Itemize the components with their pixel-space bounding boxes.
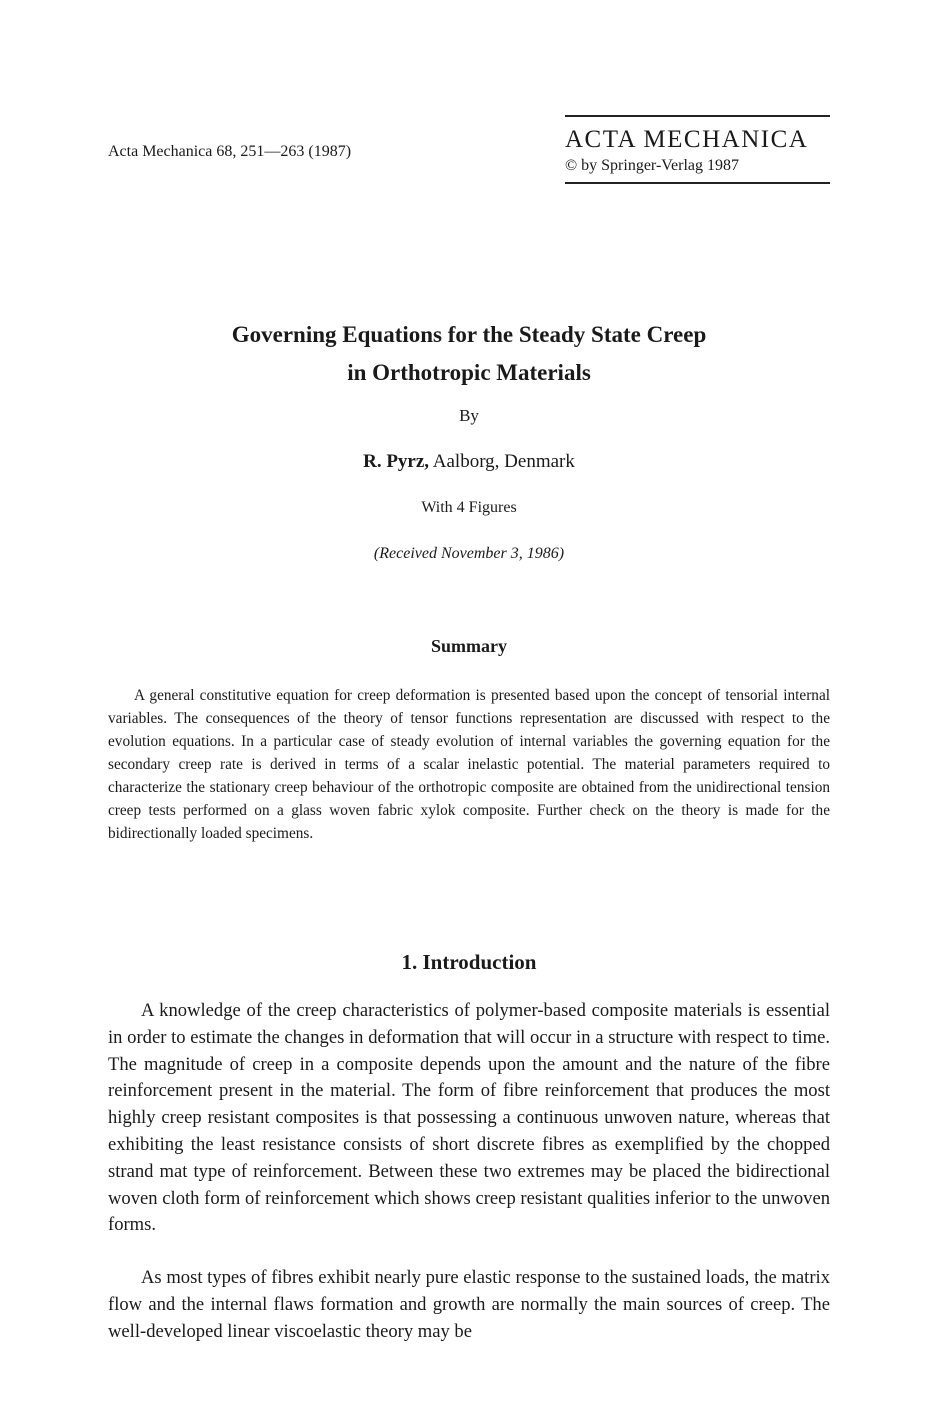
summary-heading: Summary — [431, 636, 507, 656]
byline-by: By — [459, 406, 479, 425]
title-line-2: in Orthotropic Materials — [347, 360, 591, 385]
introduction-paragraph: A knowledge of the creep characteristics of polymer-based composite materials is essential in order to estimate the changes in deformation that will occur in a structure with respect to time. The magnitude of creep in a composite depends upon the amount and the nature of the fibre reinforcement present in the material. The form of fibre reinforcement that produces the most highly creep resistant composites is that possessing a continuous unwoven nature, whereas that exhibiting the least resistance consists of short discrete fibres as exemplified by the chopped strand mat type of reinforcement. Between these two extremes may be placed the bidirectional woven cloth form of reinforcement which shows creep resistant qualities inferior to the unwoven forms. — [108, 1000, 830, 1236]
copyright-notice: © by Springer-Verlag 1987 — [565, 157, 740, 174]
author-line — [108, 451, 830, 473]
figure-count: With 4 Figures — [421, 499, 517, 516]
journal-name: ACTA MECHANICA — [565, 126, 809, 153]
article-title — [108, 316, 830, 392]
introduction-paragraph: As most types of fibres exhibit nearly pure elastic response to the sustained loads, the matrix flow and the internal flaws formation and growth are normally the main sources of creep. The well-developed linear viscoelastic theory may be — [108, 1267, 830, 1342]
author-name: R. Pyrz, — [363, 451, 430, 472]
section-heading-introduction: 1. Introduction — [401, 950, 537, 974]
journal-masthead — [565, 115, 830, 184]
summary-text: A general constitutive equation for creep deformation is presented based upon the concept of tensorial internal variables. The consequences of the theory of tensor functions representation are discussed with respect to the evolution equations. In a particular case of steady evolution of internal variables the governing equation for the secondary creep rate is derived in terms of a scalar inelastic potential. The material parameters required to characterize the stationary creep behaviour of the orthotropic composite are obtained from the unidirectional tension creep tests performed on a glass woven fabric xylok composite. Further check on the theory is made for the bidirectionally loaded specimens. — [108, 687, 830, 842]
journal-citation: Acta Mechanica 68, 251—263 (1987) — [108, 143, 352, 160]
author-affiliation: Aalborg, Denmark — [429, 451, 575, 472]
title-line-1: Governing Equations for the Steady State Creep — [231, 322, 707, 347]
received-date: (Received November 3, 1986) — [373, 545, 565, 562]
